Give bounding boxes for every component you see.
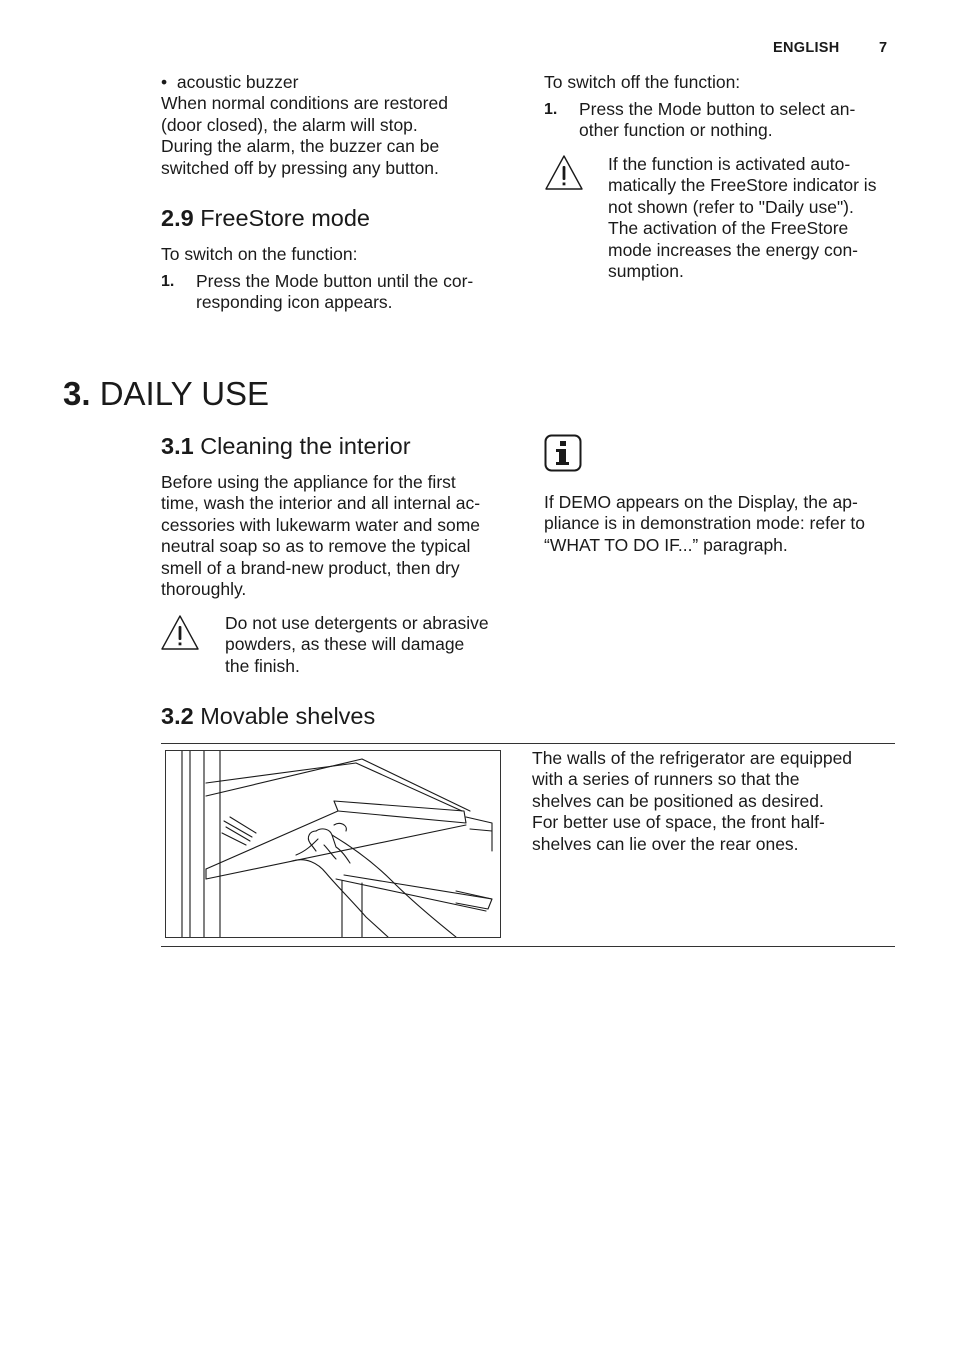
freestore-step-text: Press the Mode button until the cor- responding icon appears. <box>196 271 474 313</box>
bullet-item: • acoustic buzzer <box>161 72 299 92</box>
shelf-illustration <box>165 750 501 938</box>
cleaning-warning-text: Do not use detergents or abrasive powders, as these will damage the finish. <box>225 613 489 676</box>
freestore-warning-text: If the function is activated auto- matically the FreeStore indicator is not shown (refer to "Daily use"). The activation of the FreeStore mode increases the energy con- sumption. <box>608 154 877 282</box>
section-heading-3-1: 3.1 Cleaning the interior <box>161 433 411 459</box>
section-heading-3-2: 3.2 Movable shelves <box>161 703 376 729</box>
header-language: ENGLISH <box>773 40 840 56</box>
warning-triangle-icon <box>544 154 584 192</box>
info-icon <box>544 434 582 472</box>
switch-off-step-text: Press the Mode button to select an- other function or nothing. <box>579 99 856 141</box>
step-number: 1. <box>544 101 558 118</box>
step-number: 1. <box>161 273 175 290</box>
info-note-text: If DEMO appears on the Display, the ap- pliance is in demonstration mode: refer to “WHAT TO DO IF...” paragraph. <box>544 492 865 555</box>
cleaning-text: Before using the appliance for the first time, wash the interior and all internal ac- cessories with lukewarm water and some neutral soap so as to remove the typical smell of a brand-new product, then dry thoroughly. <box>161 472 481 600</box>
freestore-intro: To switch on the function: <box>161 244 358 264</box>
table-top-rule <box>161 743 895 744</box>
warning-triangle-icon <box>160 614 200 652</box>
page-number: 7 <box>879 40 888 56</box>
alarm-text-block: • acoustic buzzer When normal conditions are restored (door closed), the alarm will stop. During the alarm, the buzzer can be switched off by pressing any button. <box>161 72 511 179</box>
table-bottom-rule <box>161 946 895 947</box>
switch-off-intro: To switch off the function: <box>544 72 741 92</box>
section-heading-2-9: 2.9 FreeStore mode <box>161 205 371 231</box>
shelves-text: The walls of the refrigerator are equipped with a series of runners so that the shelves can be positioned as desired. For better use of space, the front half- shelves can lie over the rear ones. <box>532 748 853 854</box>
chapter-heading: 3. DAILY USE <box>63 375 270 412</box>
